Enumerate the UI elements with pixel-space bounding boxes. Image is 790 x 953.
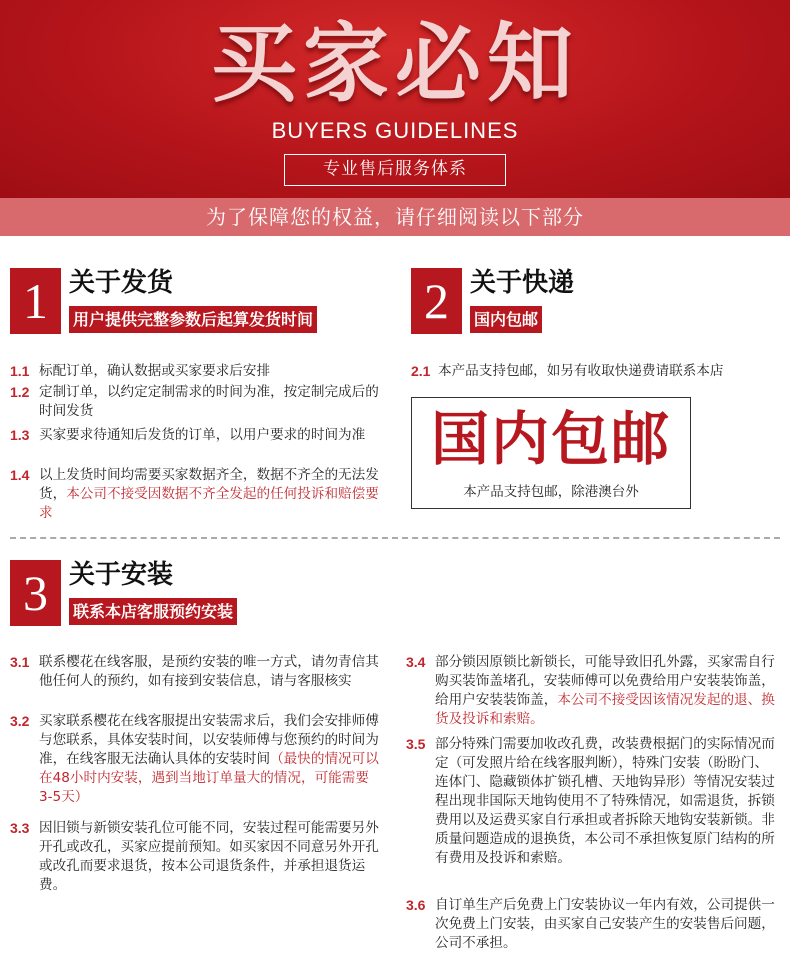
section-title: 关于发货	[69, 268, 174, 298]
list-item	[406, 653, 780, 729]
list-item	[10, 819, 382, 895]
free-shipping-note: 本产品支持包邮，除港澳台外	[463, 484, 639, 500]
free-shipping-title: 国内包邮	[430, 405, 671, 473]
section-title: 关于安装	[69, 560, 174, 590]
item-text: 标配订单，确认数据或买家要求后安排	[39, 363, 271, 379]
item-number: 1.2	[10, 384, 30, 400]
banner-tag: 专业售后服务体系	[284, 154, 506, 186]
list-item	[406, 896, 780, 953]
item-text: 自订单生产后免费上门安装协议一年内有效，公司提供一次免费上门安装，由买家自己安装产生的安装售后问题，公司不承担。	[435, 897, 775, 951]
free-shipping-box	[411, 397, 691, 509]
item-number: 3.5	[406, 736, 426, 752]
list-item	[10, 712, 382, 807]
notice-bar: 为了保障您的权益，请仔细阅读以下部分	[0, 198, 790, 236]
item-warning-text: （最快的情况可以在48小时内安装，遇到当地订单量大的情况，可能需要3-5天）	[39, 751, 379, 805]
item-number: 1.1	[10, 363, 30, 379]
list-item	[10, 426, 385, 445]
section-number: 1	[10, 268, 61, 334]
item-number: 3.6	[406, 897, 426, 913]
item-text: 部分锁因原锁比新锁长，可能导致旧孔外露，买家需自行购买装饰盖堵孔，安装师傅可以免费给用户安装装饰盖，给用户安装装饰盖，	[435, 654, 775, 708]
item-number: 3.1	[10, 654, 30, 670]
item-text: 因旧锁与新锁安装孔位可能不同，安装过程可能需要另外开孔或改孔，买家应提前预知。如买家因不同意另外开孔或改孔而要求退货，按本公司退货条件，并承担退货运费。	[39, 820, 379, 893]
section-subtitle: 联系本店客服预约安装	[69, 598, 237, 625]
banner-title: 买家必知	[211, 14, 579, 114]
item-number: 3.4	[406, 654, 426, 670]
banner-subtitle: BUYERS GUIDELINES	[271, 118, 519, 143]
list-item	[10, 383, 385, 421]
item-text: 本产品支持包邮，如另有收取快递费请联系本店	[438, 363, 724, 379]
item-warning-text: 本公司不接受因该情况发起的退、换货及投诉和索赔。	[435, 692, 775, 727]
item-text: 买家联系樱花在线客服提出安装需求后，我们会安排师傅与您联系，具体安装时间，以安装师傅与您预约的时间为准，在线客服无法确认具体的安装时间	[39, 713, 379, 767]
list-item	[411, 362, 786, 381]
item-number: 3.2	[10, 713, 30, 729]
item-number: 1.4	[10, 467, 30, 483]
list-item	[406, 735, 780, 868]
item-text: 买家要求待通知后发货的订单，以用户要求的时间为准	[39, 427, 366, 443]
item-text: 部分特殊门需要加收改孔费，改装费根据门的实际情况而定（可发照片给在线客服判断），特殊门安装（盼盼门、连体门、隐藏锁体扩锁孔槽、天地钩异形）等情况安装过程出现非国际天地钩使用不了特殊情况，如需退货，拆锁费用以及运费买家自行承担或者拆除天地钩安装新锁。非质量问题造成的退换货，本公司不承担恢复原门结构的所有费用及投诉和索赔。	[435, 736, 775, 866]
list-item	[10, 362, 385, 381]
item-number: 2.1	[411, 363, 431, 379]
list-item	[10, 653, 382, 691]
item-text: 联系樱花在线客服，是预约安装的唯一方式，请勿青信其他任何人的预约，如有接到安装信息，请与客服核实	[39, 654, 379, 689]
section-subtitle: 国内包邮	[470, 306, 542, 333]
item-number: 3.3	[10, 820, 30, 836]
section-title: 关于快递	[470, 268, 575, 298]
item-warning-text: 本公司不接受因数据不齐全发起的任何投诉和赔偿要求	[39, 486, 379, 521]
section-installation-header	[10, 560, 390, 626]
section-divider	[10, 537, 780, 539]
list-item	[10, 466, 385, 523]
item-number: 1.3	[10, 427, 30, 443]
item-text: 定制订单，以约定定制需求的时间为准，按定制完成后的时间发货	[39, 384, 379, 419]
section-shipping-header	[10, 268, 390, 334]
section-number: 2	[411, 268, 462, 334]
item-text: 以上发货时间均需要买家数据齐全，数据不齐全的无法发货，	[39, 467, 379, 502]
header-banner	[0, 0, 790, 198]
section-delivery-header	[411, 268, 781, 334]
section-subtitle: 用户提供完整参数后起算发货时间	[69, 306, 317, 333]
section-number: 3	[10, 560, 61, 626]
